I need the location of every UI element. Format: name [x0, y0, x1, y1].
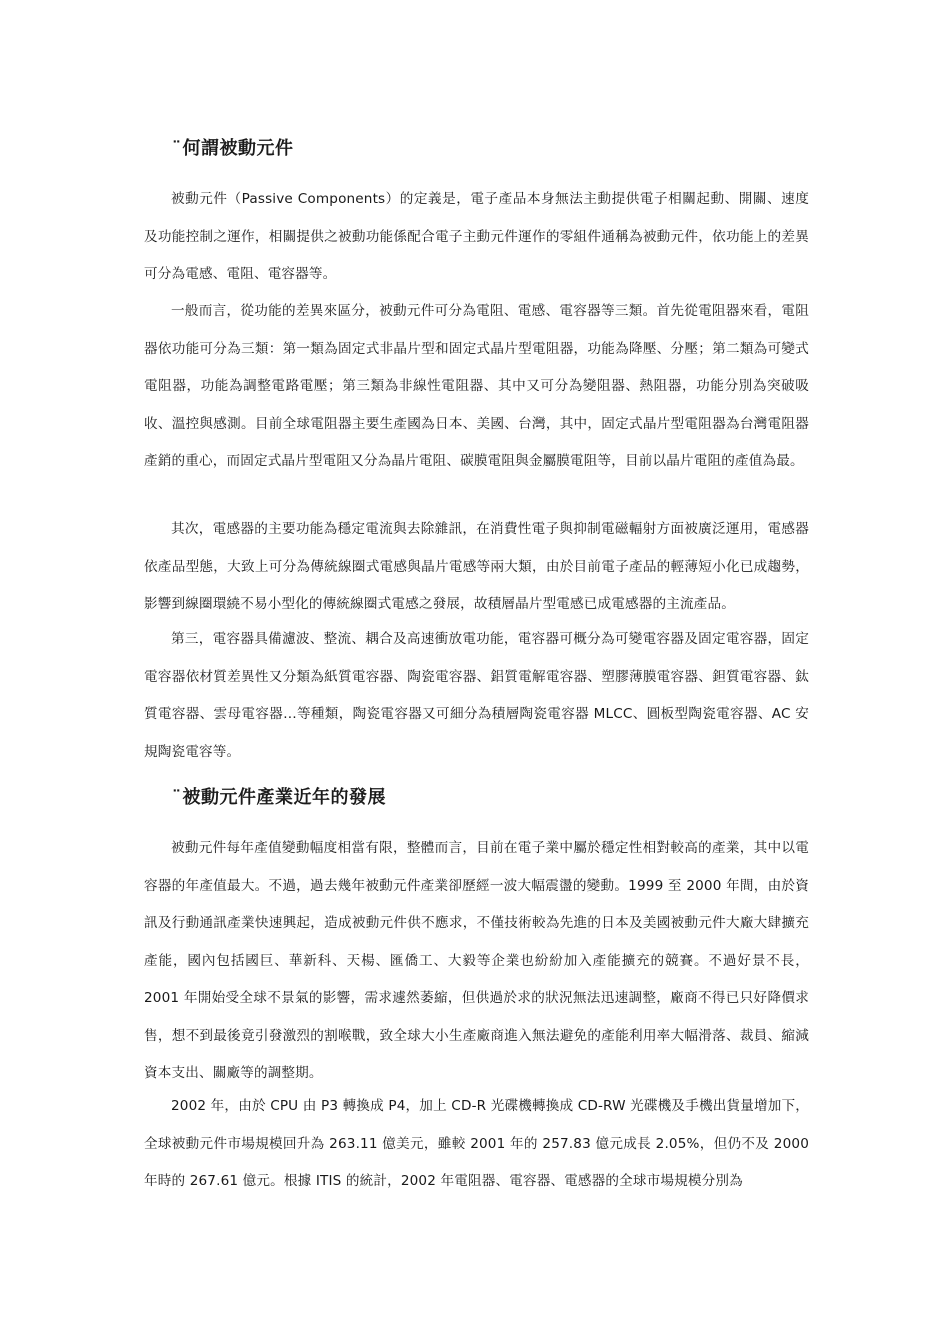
- section-heading: [172, 137, 294, 161]
- heading-bullet: ¨: [172, 787, 182, 808]
- paragraph: 2002 年，由於 CPU 由 P3 轉換成 P4，加上 CD-R 光碟機轉換成 CD-RW 光碟機及手機出貨量增加下，全球被動元件市場規模回升為 263.11 億美元，雖較 2001 年的 257.83 億元成長 2.05%，但仍不及 2000 年時的 267.61 億元。根據 ITIS 的統計，2002 年電阻器、電容器、電感器的全球市場規模分別為: [144, 1098, 809, 1189]
- heading-bullet: ¨: [172, 138, 182, 159]
- heading-text: 何謂被動元件: [182, 138, 294, 159]
- section-heading: [172, 786, 386, 810]
- heading-text: 被動元件產業近年的發展: [182, 787, 386, 808]
- paragraph: 一般而言，從功能的差異來區分，被動元件可分為電阻、電感、電容器等三類。首先從電阻器來看，電阻器依功能可分為三類：第一類為固定式非晶片型和固定式晶片型電阻器，功能為降壓、分壓；第二類為可變式電阻器，功能為調整電路電壓；第三類為非線性電阻器、其中又可分為變阻器、熱阻器，功能分別為突破吸收、溫控與感測。目前全球電阻器主要生產國為日本、美國、台灣，其中，固定式晶片型電阻器為台灣電阻器產銷的重心，而固定式晶片型電阻又分為晶片電阻、碳膜電阻與金屬膜電阻等，目前以晶片電阻的產值為最。: [144, 303, 809, 469]
- paragraph: 被動元件每年產值變動幅度相當有限，整體而言，目前在電子業中屬於穩定性相對較高的產業，其中以電容器的年產值最大。不過，過去幾年被動元件產業卻歷經一波大幅震盪的變動。1999 至 2000 年間，由於資訊及行動通訊產業快速興起，造成被動元件供不應求，不僅技術較為先進的日本及美國被動元件大廠大肆擴充產能，國內包括國巨、華新科、天楊、匯僑工、大毅等企業也紛紛加入產能擴充的競賽。不過好景不長，2001 年開始受全球不景氣的影響，需求遽然萎縮，但供過於求的狀況無法迅速調整，廠商不得已只好降價求售，想不到最後竟引發激烈的割喉戰，致全球大小生產廠商進入無法避免的產能利用率大幅滑落、裁員、縮減資本支出、關廠等的調整期。: [144, 840, 809, 1081]
- paragraph: 第三，電容器具備濾波、整流、耦合及高速衝放電功能，電容器可概分為可變電容器及固定電容器，固定電容器依材質差異性又分類為紙質電容器、陶瓷電容器、鋁質電解電容器、塑膠薄膜電容器、鉭質電容器、鈦質電容器、雲母電容器…等種類，陶瓷電容器又可細分為積層陶瓷電容器 MLCC、圓板型陶瓷電容器、AC 安規陶瓷電容等。: [144, 631, 809, 760]
- paragraph: 其次，電感器的主要功能為穩定電流與去除雜訊，在消費性電子與抑制電磁輻射方面被廣泛運用，電感器依產品型態，大致上可分為傳統線圈式電感與晶片電感等兩大類，由於目前電子產品的輕薄短小化已成趨勢，影響到線圈環繞不易小型化的傳統線圈式電感之發展，故積層晶片型電感已成電感器的主流產品。: [144, 521, 809, 612]
- paragraph: 被動元件（Passive Components）的定義是，電子產品本身無法主動提供電子相關起動、開關、速度及功能控制之運作，相關提供之被動功能係配合電子主動元件運作的零組件通稱為被動元件，依功能上的差異可分為電感、電阻、電容器等。: [144, 191, 809, 282]
